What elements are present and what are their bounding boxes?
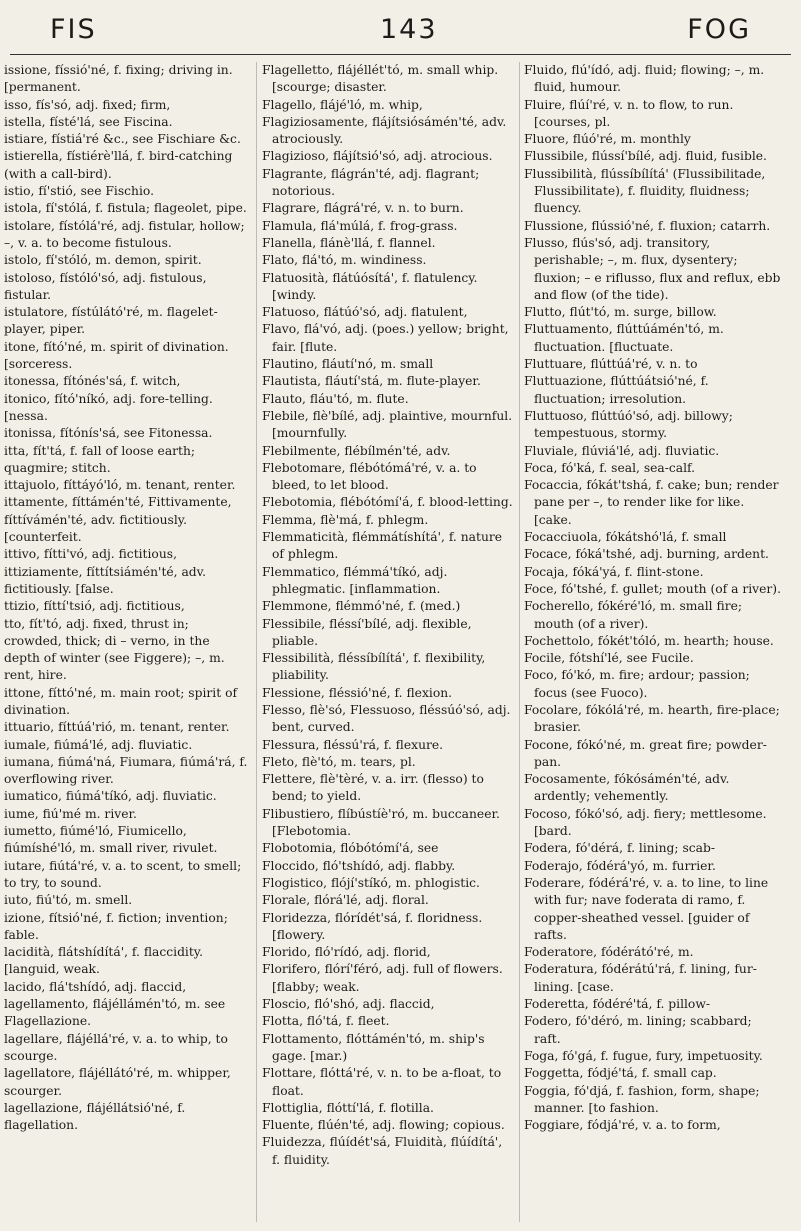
dictionary-entry: istio, fí'stió, see Fischio.	[4, 184, 154, 199]
dictionary-entry: izione, fítsió'né, f. fiction; invention; fable.	[4, 910, 228, 942]
dictionary-entry: Flibustiero, flíbústíè'ró, m. buccaneer. [Flebotomia.	[262, 806, 500, 839]
dictionary-entry: Flussibile, flússí'bílé, adj. fluid, fusible.	[524, 149, 767, 164]
dictionary-entry: Flessura, fléssú'rá, f. flexure.	[262, 737, 444, 752]
dictionary-entry: Flato, flá'tó, m. windiness.	[262, 253, 427, 268]
dictionary-entry: ittiziamente, fíttítsiámén'té, adv. fictitiously. [false.	[4, 564, 207, 596]
dictionary-entry: Fluire, flúí'ré, v. n. to flow, to run. [courses, pl.	[524, 97, 734, 129]
dictionary-entry: Flamula, flá'múlá, f. frog-grass.	[262, 218, 458, 233]
page-number: 143	[380, 14, 438, 45]
dictionary-entry: ittone, fíttó'né, m. main root; spirit of divination.	[4, 685, 238, 717]
dictionary-entry: Flesso, flè'só, Flessuoso, fléssúó'só, adj. bent, curved.	[262, 702, 511, 735]
dictionary-entry: Fluttuamento, flúttúámén'tó, m. fluctuation. [fluctuate.	[524, 322, 724, 354]
dictionary-entry: ittivo, fítti'vó, adj. fictitious,	[4, 547, 177, 562]
dictionary-entry: tto, fít'tó, adj. fixed, thrust in; crowded, thick; di – verno, in the depth of winter (see Figgere); –, m. rent, hire.	[4, 616, 225, 683]
dictionary-entry: Foderetta, fódéré'tá, f. pillow-	[524, 997, 711, 1012]
dictionary-entry: Focaja, fóká'yá, f. flint-stone.	[524, 564, 704, 579]
dictionary-entry: istulatore, fístúlátó'ré, m. flagelet-player, piper.	[4, 305, 218, 337]
dictionary-entry: Flanella, flánè'llá, f. flannel.	[262, 235, 436, 250]
column-2	[262, 62, 514, 1227]
dictionary-entry: Flessibile, fléssí'bílé, adj. flexible, pliable.	[262, 616, 472, 648]
dictionary-entry: istella, físté'lá, see Fiscina.	[4, 114, 173, 129]
dictionary-entry: itonico, fító'níkó, adj. fore-telling. [nessa.	[4, 391, 213, 423]
dictionary-entry: Flemma, flè'má, f. phlegm.	[262, 512, 429, 527]
dictionary-entry: Fodero, fó'déró, m. lining; scabbard; raft.	[524, 1014, 752, 1046]
dictionary-entry: Florale, flórá'lé, adj. floral.	[262, 893, 429, 908]
dictionary-entry: Focosamente, fókósámén'té, adv. ardently; vehemently.	[524, 772, 730, 804]
column-3	[524, 62, 782, 1227]
dictionary-entry: Flussibilità, flússíbílítá' (Flussibilitade, Flussibilitate), f. fluidity, fluidness; fluency.	[524, 166, 766, 216]
dictionary-entry: Flobotomia, flóbótómí'á, see	[262, 841, 439, 856]
dictionary-entry: lagellamento, flájéllámén'tó, m. see Flagellazione.	[4, 997, 226, 1029]
dictionary-entry: Fluviale, flúviá'lé, adj. fluviatic.	[524, 443, 720, 458]
dictionary-entry: itta, fít'tá, f. fall of loose earth; quagmire; stitch.	[4, 443, 196, 475]
dictionary-entry: lacidità, flátshídítá', f. flaccidity. [languid, weak.	[4, 945, 204, 977]
dictionary-entry: lagellare, flájéllá'ré, v. a. to whip, to scourge.	[4, 1031, 228, 1063]
dictionary-entry: Flogistico, flójí'stíkó, m. phlogistic.	[262, 875, 480, 890]
dictionary-entry: Flautino, fláutí'nó, m. small	[262, 357, 434, 372]
dictionary-entry: Foga, fó'gá, f. fugue, fury, impetuosity.	[524, 1048, 763, 1063]
dictionary-entry: Fluore, flúó'ré, m. monthly	[524, 132, 691, 147]
dictionary-entry: Flebotomare, flébótómá'ré, v. a. to bleed, to let blood.	[262, 460, 477, 493]
page-header	[0, 14, 801, 54]
dictionary-entry: Flotta, fló'tá, f. fleet.	[262, 1014, 390, 1029]
dictionary-entry: Flussione, flússió'né, f. fluxion; catarrh.	[524, 218, 771, 233]
dictionary-entry: Flemmatico, flémmá'tíkó, adj. phlegmatic. [inflammation.	[262, 564, 448, 596]
dictionary-entry: Flauto, fláu'tó, m. flute.	[262, 391, 409, 406]
dictionary-entry: Flagelletto, flájéllét'tó, m. small whip. [scourge; disaster.	[262, 63, 499, 95]
dictionary-entry: Focolare, fókólá'ré, m. hearth, fire-place; brasier.	[524, 702, 780, 735]
dictionary-entry: istolo, fí'stóló, m. demon, spirit.	[4, 253, 202, 268]
dictionary-entry: iumale, fiúmá'lé, adj. fluviatic.	[4, 737, 193, 752]
header-rule	[10, 54, 791, 55]
dictionary-entry: Florido, fló'rídó, adj. florid,	[262, 945, 431, 960]
dictionary-entry: istierella, fístiérè'llá, f. bird-catching (with a call-bird).	[4, 149, 233, 181]
dictionary-entry: itonessa, fítónés'sá, f. witch,	[4, 374, 181, 389]
dictionary-entry: Floccido, fló'tshídó, adj. flabby.	[262, 858, 456, 873]
dictionary-entry: iumatico, fiúmá'tíkó, adj. fluviatic.	[4, 789, 217, 804]
column-divider	[256, 62, 257, 1222]
dictionary-entry: Fluente, flúén'té, adj. flowing; copious.	[262, 1118, 505, 1133]
dictionary-entry: Flutto, flút'tó, m. surge, billow.	[524, 305, 717, 320]
dictionary-entry: istoloso, fístóló'só, adj. fistulous, fistular.	[4, 270, 207, 302]
dictionary-entry: Fluttuoso, flúttúó'só, adj. billowy; tempestuous, stormy.	[524, 408, 733, 441]
dictionary-entry: Fluttuazione, flúttúátsió'né, f. fluctuation; irresolution.	[524, 374, 709, 406]
dictionary-entry: istolare, fístólá'ré, adj. fistular, hollow; –, v. a. to become fistulous.	[4, 218, 245, 250]
dictionary-entry: Fluido, flú'ídó, adj. fluid; flowing; –, m. fluid, humour.	[524, 63, 765, 95]
dictionary-entry: Flebotomia, flébótómí'á, f. blood-letting.	[262, 495, 513, 510]
dictionary-entry: Floscio, fló'shó, adj. flaccid,	[262, 997, 435, 1012]
guide-word-right: FOG	[687, 14, 751, 45]
dictionary-entry: lagellazione, flájéllátsió'né, f. flagellation.	[4, 1100, 186, 1133]
dictionary-entry: iutare, fiútá'ré, v. a. to scent, to smell; to try, to sound.	[4, 858, 242, 890]
dictionary-entry: istola, fí'stólá, f. fistula; flageolet, pipe.	[4, 201, 247, 216]
dictionary-entry: Foggiare, fódjá'ré, v. a. to form,	[524, 1118, 721, 1133]
dictionary-entry: Flatuosità, flátúósítá', f. flatulency. [windy.	[262, 270, 478, 302]
column-1	[2, 62, 248, 1227]
dictionary-entry: Flettere, flè'tèré, v. a. irr. (flesso) to bend; to yield.	[262, 772, 484, 804]
dictionary-entry: Fleto, flè'tó, m. tears, pl.	[262, 754, 416, 769]
dictionary-entry: ittajuolo, fíttáyó'ló, m. tenant, renter.	[4, 478, 236, 493]
dictionary-entry: itone, fító'né, m. spirit of divination. [sorceress.	[4, 339, 229, 372]
dictionary-entry: Foco, fó'kó, m. fire; ardour; passion; focus (see Fuoco).	[524, 668, 750, 700]
dictionary-entry: Flemmone, flémmó'né, f. (med.)	[262, 599, 461, 614]
dictionary-entry: Flottare, flóttá'ré, v. n. to be a-float, to float.	[262, 1066, 502, 1098]
dictionary-entry: Foderatore, fódérátó'ré, m.	[524, 945, 694, 960]
dictionary-entry: Foca, fó'ká, f. seal, sea-calf.	[524, 460, 696, 475]
dictionary-entry: Flebilmente, flébílmén'té, adv.	[262, 443, 451, 458]
dictionary-entry: Foggia, fó'djá, f. fashion, form, shape; manner. [to fashion.	[524, 1083, 760, 1115]
dictionary-entry: Flessione, fléssió'né, f. flexion.	[262, 685, 453, 700]
dictionary-entry: Flessibilità, fléssíbílítá', f. flexibility, pliability.	[262, 651, 486, 683]
dictionary-entry: Focace, fóká'tshé, adj. burning, ardent.	[524, 547, 769, 562]
dictionary-entry: Flagiziosamente, flájítsiósámén'té, adv. atrociously.	[262, 114, 507, 147]
dictionary-entry: lacido, flá'tshídó, adj. flaccid,	[4, 979, 187, 994]
dictionary-entry: Focacciuola, fókátshó'lá, f. small	[524, 530, 727, 545]
dictionary-entry: Fodera, fó'dérá, f. lining; scab-	[524, 841, 715, 856]
dictionary-entry: Foggetta, fódjé'tá, f. small cap.	[524, 1066, 717, 1081]
dictionary-entry: Focherello, fókéré'ló, m. small fire; mouth (of a river).	[524, 599, 743, 631]
dictionary-entry: Flagello, flájé'ló, m. whip,	[262, 97, 423, 112]
dictionary-entry: Flemmaticità, flémmátíshítá', f. nature of phlegm.	[262, 530, 503, 562]
dictionary-entry: Focone, fókó'né, m. great fire; powder-pan.	[524, 737, 767, 769]
dictionary-entry: isso, fís'só, adj. fixed; firm,	[4, 97, 171, 112]
dictionary-entry: Flavo, flá'vó, adj. (poes.) yellow; bright, fair. [flute.	[262, 322, 509, 354]
dictionary-entry: Flottamento, flóttámén'tó, m. ship's gage. [mar.)	[262, 1031, 485, 1063]
dictionary-entry: iumana, fiúmá'ná, Fiumara, fiúmá'rá, f. overflowing river.	[4, 754, 248, 787]
dictionary-entry: Fluttuare, flúttúá'ré, v. n. to	[524, 357, 698, 372]
dictionary-entry: ittuario, fíttúá'rió, m. tenant, renter.	[4, 720, 230, 735]
dictionary-entry: Fluidezza, flúídét'sá, Fluidità, flúídítá', f. fluidity.	[262, 1135, 503, 1167]
dictionary-entry: Flottiglia, flóttí'lá, f. flotilla.	[262, 1100, 434, 1115]
dictionary-entry: Flagrare, flágrá'ré, v. n. to burn.	[262, 201, 464, 216]
dictionary-entry: Foderatura, fódérátú'rá, f. lining, fur-lining. [case.	[524, 962, 757, 994]
dictionary-entry: Flatuoso, flátúó'só, adj. flatulent,	[262, 305, 468, 320]
dictionary-entry: Floridezza, flórídét'sá, f. floridness. [flowery.	[262, 910, 483, 942]
dictionary-entry: Focaccia, fókát'tshá, f. cake; bun; render pane per –, to render like for like. [cake.	[524, 478, 779, 527]
dictionary-entry: issione, físsió'né, f. fixing; driving in. [permanent.	[4, 63, 233, 95]
column-divider	[519, 62, 520, 1222]
dictionary-entry: Focile, fótshí'lé, see Fucile.	[524, 651, 694, 666]
dictionary-entry: Flebile, flè'bílé, adj. plaintive, mournful. [mournfully.	[262, 408, 513, 441]
dictionary-entry: Florifero, flórí'féró, adj. full of flowers. [flabby; weak.	[262, 962, 503, 994]
guide-word-left: FIS	[50, 14, 97, 45]
dictionary-entry: Flautista, fláutí'stá, m. flute-player.	[262, 374, 481, 389]
dictionary-entry: Focoso, fókó'só, adj. fiery; mettlesome. [bard.	[524, 806, 767, 839]
dictionary-entry: iume, fiú'mé m. river.	[4, 806, 137, 821]
dictionary-entry: itonissa, fítónís'sá, see Fitonessa.	[4, 426, 213, 441]
dictionary-entry: iuto, fiú'tó, m. smell.	[4, 893, 133, 908]
dictionary-entry: istiare, fístiá'ré &c., see Fischiare &c.	[4, 132, 241, 147]
dictionary-entry: Foce, fó'tshé, f. gullet; mouth (of a river).	[524, 581, 781, 596]
dictionary-entry: iumetto, fiúmé'ló, Fiumicello, fiúmíshé'ló, m. small river, rivulet.	[4, 824, 218, 856]
dictionary-entry: Foderare, fódérá'ré, v. a. to line, to line with fur; nave foderata di ramo, f. copper-sheathed vessel. [guider of rafts.	[524, 875, 769, 942]
dictionary-entry: lagellatore, flájéllátó'ré, m. whipper, scourger.	[4, 1066, 231, 1098]
dictionary-entry: Flagrante, flágrán'té, adj. flagrant; notorious.	[262, 166, 480, 199]
dictionary-entry: ttizio, fíttí'tsió, adj. fictitious,	[4, 599, 185, 614]
dictionary-entry: Flusso, flús'só, adj. transitory, perishable; –, m. flux, dysentery; fluxion; – e riflusso, flux and reflux, ebb and flow (of the tide).	[524, 235, 781, 302]
dictionary-entry: Flagizioso, flájítsió'só, adj. atrocious.	[262, 149, 493, 164]
dictionary-entry: Foderajo, fódérá'yó, m. furrier.	[524, 858, 716, 873]
dictionary-entry: ittamente, fíttámén'té, Fittivamente, fíttívámén'té, adv. fictitiously. [counterfeit.	[4, 495, 232, 545]
dictionary-entry: Fochettolo, fókét'tóló, m. hearth; house.	[524, 633, 774, 648]
